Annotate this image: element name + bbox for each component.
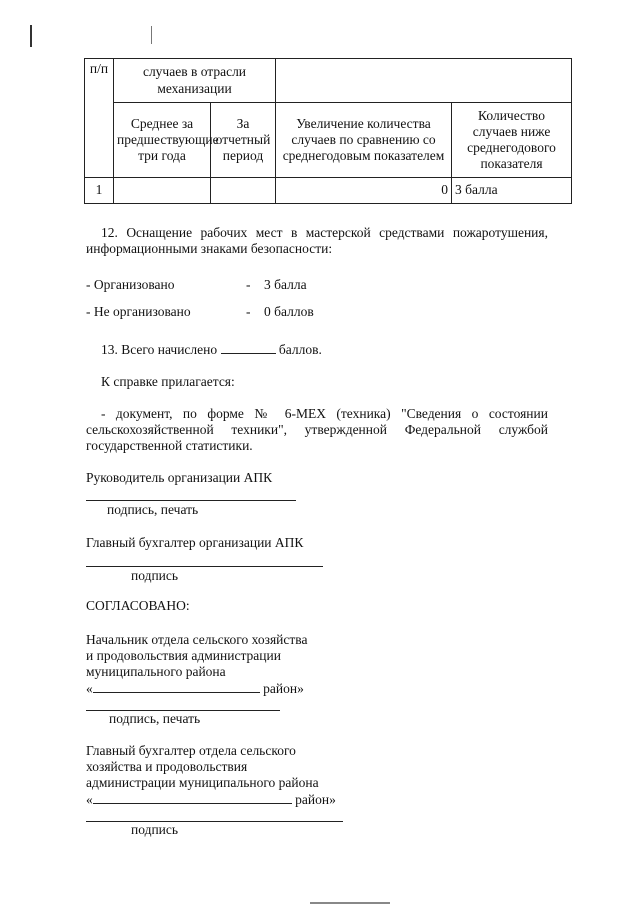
row-below: 3 балла [452,178,572,204]
head-org-caption: подпись, печать [107,502,199,517]
cases-header: случаев в отрасли механизации [114,59,276,103]
option-not-organized-value: 0 баллов [264,304,314,319]
doc-line3: государственной статистики. [86,438,253,453]
row-increase: 0 [276,178,452,204]
chief-accountant-line2: хозяйства и продовольствия [86,759,248,774]
row-avg [114,178,211,204]
chief-line1: Начальник отдела сельского хозяйства [86,632,308,647]
item12-line2: информационными знаками безопасности: [86,241,333,256]
chief-district-blank [93,692,260,693]
scan-mark-left [30,25,32,47]
doc-line1: - документ, по форме № 6-МЕХ (техника) "Сведения о состоянии [101,406,548,421]
chief-district-close: район» [263,681,304,696]
option-organized-value: 3 балла [264,277,307,292]
sub-increase-header: Увеличение количества случаев по сравнению со среднегодовым показателем [276,103,452,178]
chief-accountant-signature-line [86,821,343,822]
chief-district [86,681,304,697]
item13-suffix: баллов. [278,342,322,357]
chief-accountant-line1: Главный бухгалтер отдела сельского [86,743,296,758]
row-period [211,178,276,204]
chief-accountant-district-blank [93,803,292,804]
chief-accountant-line3: администрации муниципального района [86,775,319,790]
head-org-title: Руководитель организации АПК [86,470,273,485]
chief-line3: муниципального района [86,664,226,679]
accountant-org-title: Главный бухгалтер организации АПК [86,535,304,550]
chief-district-open: « [86,681,93,696]
head-org-signature-line [86,500,296,501]
item13 [101,342,322,358]
chief-accountant-district-close: район» [295,792,336,807]
sub-below-header: Количество случаев ниже среднегодового показателя [452,103,572,178]
item12-line1: 12. Оснащение рабочих мест в мастерской средствами пожаротушения, [101,225,548,240]
doc-line2: сельскохозяйственной техники", утвержденной Федеральной службой [86,422,548,437]
option-not-organized-dash: - [246,304,251,319]
empty-header [276,59,572,103]
agreed-heading: СОГЛАСОВАНО: [86,598,190,613]
option-organized-label: - Организовано [86,277,175,292]
sub-avg-header: Среднее за предшествующие три года [114,103,211,178]
accountant-org-caption: подпись [131,568,179,583]
row-num: 1 [85,178,114,204]
option-not-organized-label: - Не организовано [86,304,191,319]
chief-caption: подпись, печать [109,711,201,726]
chief-accountant-district [86,792,336,808]
chief-accountant-caption: подпись [131,822,179,837]
attached-heading: К справке прилагается: [101,374,235,389]
col-num-header: п/п [85,59,114,178]
scan-mark-center [151,26,152,44]
sub-period-header: За отчетный период [211,103,276,178]
cases-table [84,58,572,204]
item13-prefix: 13. Всего начислено [101,342,218,357]
chief-accountant-district-open: « [86,792,93,807]
accountant-org-signature-line [86,566,323,567]
item13-blank [221,353,276,354]
option-organized-dash: - [246,277,251,292]
chief-line2: и продовольствия администрации [86,648,281,663]
